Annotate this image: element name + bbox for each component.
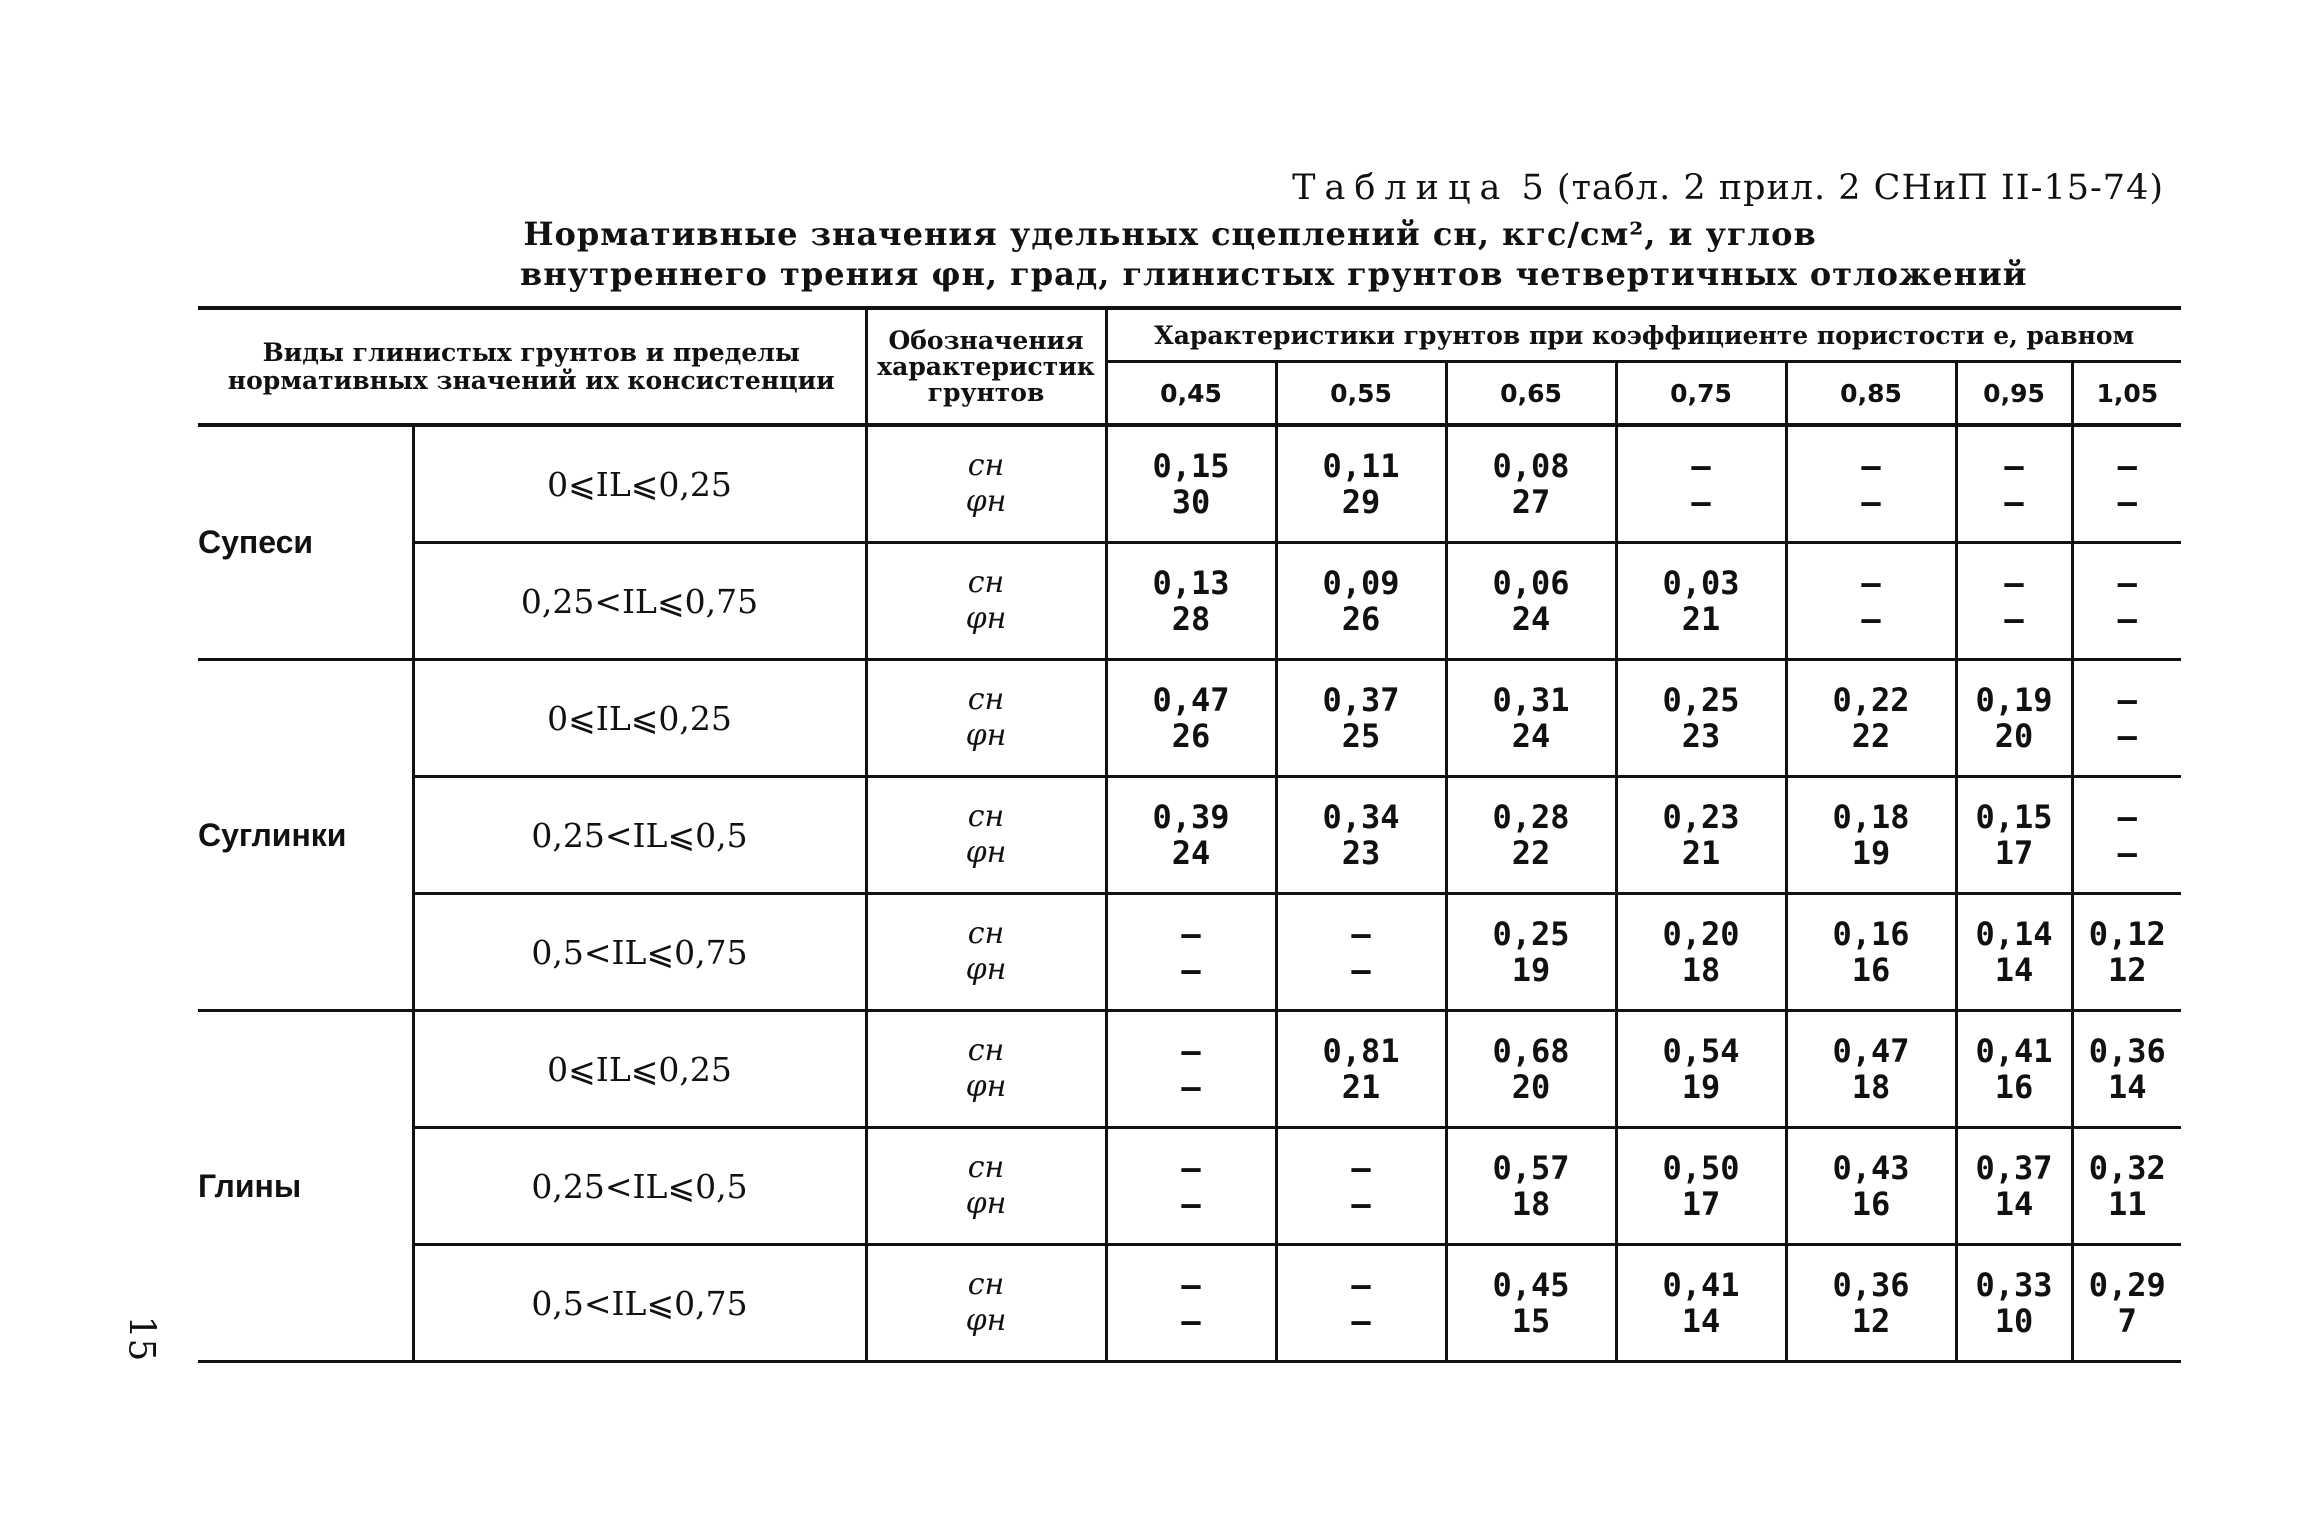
friction-angle-value: 30	[1171, 483, 1211, 521]
value-cell	[1616, 1245, 1786, 1362]
value-cell	[1446, 660, 1616, 777]
cohesion-value: 0,68	[1492, 1032, 1570, 1070]
friction-angle-value: —	[1691, 483, 1711, 521]
symbol-friction-angle: φн	[965, 1186, 1007, 1221]
header-characteristics: Характеристики грунтов при коэффициенте пористости e, равном	[1106, 308, 2181, 362]
cohesion-value: —	[2004, 564, 2024, 602]
friction-angle-value: 24	[1511, 717, 1551, 755]
value-cell	[1106, 777, 1276, 894]
cohesion-value: 0,25	[1662, 681, 1740, 719]
cohesion-value: 0,18	[1832, 798, 1910, 836]
friction-angle-value: 10	[1994, 1302, 2034, 1340]
value-cell	[1106, 1128, 1276, 1245]
friction-angle-value: 22	[1851, 717, 1891, 755]
friction-angle-value: 17	[1681, 1185, 1721, 1223]
cohesion-value: —	[2117, 564, 2137, 602]
friction-angle-value: 23	[1681, 717, 1721, 755]
value-cell	[1446, 425, 1616, 543]
friction-angle-value: 16	[1851, 1185, 1891, 1223]
cohesion-value: 0,37	[1975, 1149, 2053, 1187]
value-cell	[2072, 1128, 2181, 1245]
value-cell	[1276, 543, 1446, 660]
cohesion-value: 0,36	[2088, 1032, 2166, 1070]
symbol-friction-angle: φн	[965, 601, 1007, 636]
cohesion-value: 0,12	[2088, 915, 2166, 953]
value-cell	[1786, 777, 1956, 894]
consistency-range: 0,25<IL⩽0,5	[413, 1128, 866, 1245]
friction-angle-value: 25	[1341, 717, 1381, 755]
friction-angle-value: 26	[1171, 717, 1211, 755]
page-number: 15	[120, 1315, 162, 1362]
characteristic-symbols	[866, 894, 1106, 1011]
cohesion-value: 0,14	[1975, 915, 2053, 953]
friction-angle-value: 18	[1511, 1185, 1551, 1223]
friction-angle-value: —	[2117, 600, 2137, 638]
cohesion-value: —	[2004, 447, 2024, 485]
value-cell	[1276, 660, 1446, 777]
value-cell	[1956, 777, 2072, 894]
value-cell	[1786, 1011, 1956, 1128]
friction-angle-value: 17	[1994, 834, 2034, 872]
symbol-friction-angle: φн	[965, 952, 1007, 987]
friction-angle-value: 15	[1511, 1302, 1551, 1340]
value-cell	[1106, 1245, 1276, 1362]
value-cell	[1956, 660, 2072, 777]
table-row	[198, 894, 2181, 1011]
value-cell	[1276, 1128, 1446, 1245]
friction-angle-value: 16	[1851, 951, 1891, 989]
friction-angle-value: 24	[1171, 834, 1211, 872]
value-cell	[1786, 660, 1956, 777]
friction-angle-value: —	[2004, 483, 2024, 521]
value-cell	[1786, 543, 1956, 660]
friction-angle-value: 14	[1994, 951, 2034, 989]
value-cell	[1446, 1128, 1616, 1245]
friction-angle-value: 24	[1511, 600, 1551, 638]
table-caption	[1292, 168, 2164, 208]
characteristic-symbols	[866, 543, 1106, 660]
friction-angle-value: —	[1181, 1185, 1201, 1223]
cohesion-value: 0,31	[1492, 681, 1570, 719]
cohesion-value: —	[1181, 915, 1201, 953]
friction-angle-value: —	[2117, 483, 2137, 521]
value-cell	[1956, 543, 2072, 660]
symbol-cohesion: cн	[967, 565, 1005, 600]
value-cell	[1106, 1011, 1276, 1128]
header-e-value: 0,85	[1786, 362, 1956, 426]
cohesion-value: 0,47	[1152, 681, 1230, 719]
caption-reference: 5 (табл. 2 прил. 2 СНиП II-15-74)	[1521, 168, 2164, 208]
friction-angle-value: 29	[1341, 483, 1381, 521]
cohesion-value: 0,06	[1492, 564, 1570, 602]
consistency-range: 0,25<IL⩽0,5	[413, 777, 866, 894]
cohesion-value: —	[1861, 447, 1881, 485]
value-cell	[1956, 894, 2072, 1011]
table-title	[520, 214, 2028, 294]
cohesion-value: 0,36	[1832, 1266, 1910, 1304]
symbol-cohesion: cн	[967, 1267, 1005, 1302]
value-cell	[1106, 894, 1276, 1011]
friction-angle-value: 22	[1511, 834, 1551, 872]
friction-angle-value: —	[1181, 1302, 1201, 1340]
friction-angle-value: 26	[1341, 600, 1381, 638]
friction-angle-value: 7	[2117, 1302, 2137, 1340]
friction-angle-value: —	[1181, 1068, 1201, 1106]
header-e-value: 0,45	[1106, 362, 1276, 426]
value-cell	[2072, 1011, 2181, 1128]
friction-angle-value: 27	[1511, 483, 1551, 521]
cohesion-value: 0,20	[1662, 915, 1740, 953]
friction-angle-value: 21	[1681, 834, 1721, 872]
cohesion-value: —	[1351, 1149, 1371, 1187]
value-cell	[1616, 543, 1786, 660]
cohesion-value: 0,34	[1322, 798, 1400, 836]
value-cell	[1616, 425, 1786, 543]
cohesion-value: 0,03	[1662, 564, 1740, 602]
header-e-value: 0,95	[1956, 362, 2072, 426]
cohesion-value: —	[1181, 1149, 1201, 1187]
header-e-value: 0,55	[1276, 362, 1446, 426]
value-cell	[1446, 1011, 1616, 1128]
value-cell	[1276, 777, 1446, 894]
value-cell	[1616, 1011, 1786, 1128]
title-line-1: Нормативные значения удельных сцеплений cн, кгс/см², и углов	[523, 215, 1817, 253]
cohesion-value: 0,15	[1975, 798, 2053, 836]
cohesion-value: 0,32	[2088, 1149, 2166, 1187]
value-cell	[1616, 894, 1786, 1011]
value-cell	[1956, 1128, 2072, 1245]
value-cell	[1956, 425, 2072, 543]
cohesion-value: —	[1691, 447, 1711, 485]
value-cell	[1276, 425, 1446, 543]
cohesion-value: 0,28	[1492, 798, 1570, 836]
table-body	[198, 425, 2181, 1362]
cohesion-value: —	[1181, 1032, 1201, 1070]
value-cell	[1106, 425, 1276, 543]
cohesion-value: 0,29	[2088, 1266, 2166, 1304]
cohesion-value: 0,19	[1975, 681, 2053, 719]
cohesion-value: 0,81	[1322, 1032, 1400, 1070]
friction-angle-value: —	[1351, 1302, 1371, 1340]
symbol-cohesion: cн	[967, 916, 1005, 951]
soil-properties-table	[198, 306, 2181, 1363]
value-cell	[2072, 894, 2181, 1011]
friction-angle-value: 20	[1511, 1068, 1551, 1106]
friction-angle-value: 14	[1681, 1302, 1721, 1340]
symbol-friction-angle: φн	[965, 835, 1007, 870]
symbol-cohesion: cн	[967, 799, 1005, 834]
characteristic-symbols	[866, 660, 1106, 777]
friction-angle-value: 28	[1171, 600, 1211, 638]
value-cell	[1786, 894, 1956, 1011]
symbol-cohesion: cн	[967, 448, 1005, 483]
friction-angle-value: —	[1351, 951, 1371, 989]
cohesion-value: 0,25	[1492, 915, 1570, 953]
friction-angle-value: —	[2117, 834, 2137, 872]
symbol-friction-angle: φн	[965, 484, 1007, 519]
friction-angle-value: —	[2117, 717, 2137, 755]
cohesion-value: 0,50	[1662, 1149, 1740, 1187]
symbol-cohesion: cн	[967, 682, 1005, 717]
value-cell	[1616, 1128, 1786, 1245]
characteristic-symbols	[866, 1011, 1106, 1128]
title-line-2: внутреннего трения φн, град, глинистых грунтов четвертичных отложений	[520, 255, 2028, 293]
friction-angle-value: 18	[1681, 951, 1721, 989]
cohesion-value: 0,09	[1322, 564, 1400, 602]
cohesion-value: —	[2117, 798, 2137, 836]
symbol-friction-angle: φн	[965, 1069, 1007, 1104]
table-row	[198, 660, 2181, 777]
cohesion-value: 0,43	[1832, 1149, 1910, 1187]
cohesion-value: —	[2117, 447, 2137, 485]
value-cell	[1616, 660, 1786, 777]
value-cell	[1446, 543, 1616, 660]
table-row	[198, 1011, 2181, 1128]
soil-group-name: Суглинки	[198, 660, 413, 1011]
cohesion-value: 0,57	[1492, 1149, 1570, 1187]
characteristic-symbols	[866, 1128, 1106, 1245]
friction-angle-value: —	[2004, 600, 2024, 638]
value-cell	[1446, 1245, 1616, 1362]
cohesion-value: 0,41	[1975, 1032, 2053, 1070]
consistency-range: 0⩽IL⩽0,25	[413, 1011, 866, 1128]
friction-angle-value: 20	[1994, 717, 2034, 755]
friction-angle-value: 12	[1851, 1302, 1891, 1340]
table-row	[198, 543, 2181, 660]
value-cell	[1786, 1245, 1956, 1362]
characteristic-symbols	[866, 777, 1106, 894]
characteristic-symbols	[866, 425, 1106, 543]
soil-group-name: Супеси	[198, 425, 413, 660]
value-cell	[2072, 660, 2181, 777]
consistency-range: 0⩽IL⩽0,25	[413, 425, 866, 543]
header-e-value: 0,75	[1616, 362, 1786, 426]
soil-group-name: Глины	[198, 1011, 413, 1362]
friction-angle-value: —	[1181, 951, 1201, 989]
cohesion-value: 0,13	[1152, 564, 1230, 602]
value-cell	[1786, 425, 1956, 543]
table-row	[198, 1128, 2181, 1245]
table-row	[198, 1245, 2181, 1362]
friction-angle-value: 14	[1994, 1185, 2034, 1223]
cohesion-value: 0,15	[1152, 447, 1230, 485]
caption-label: Таблица	[1292, 168, 1510, 208]
header-soil-type: Виды глинистых грунтов и пределы нормативных значений их консистенции	[198, 308, 866, 425]
value-cell	[1446, 777, 1616, 894]
friction-angle-value: 23	[1341, 834, 1381, 872]
symbol-friction-angle: φн	[965, 1303, 1007, 1338]
value-cell	[1276, 1245, 1446, 1362]
cohesion-value: —	[2117, 681, 2137, 719]
friction-angle-value: 19	[1511, 951, 1551, 989]
friction-angle-value: 18	[1851, 1068, 1891, 1106]
value-cell	[2072, 425, 2181, 543]
value-cell	[1276, 894, 1446, 1011]
value-cell	[1616, 777, 1786, 894]
friction-angle-value: 21	[1341, 1068, 1381, 1106]
cohesion-value: —	[1181, 1266, 1201, 1304]
cohesion-value: —	[1861, 564, 1881, 602]
cohesion-value: 0,23	[1662, 798, 1740, 836]
friction-angle-value: 14	[2108, 1068, 2147, 1106]
cohesion-value: 0,41	[1662, 1266, 1740, 1304]
header-e-value: 1,05	[2072, 362, 2181, 426]
friction-angle-value: 19	[1681, 1068, 1721, 1106]
friction-angle-value: 16	[1994, 1068, 2034, 1106]
cohesion-value: 0,33	[1975, 1266, 2053, 1304]
symbol-cohesion: cн	[967, 1033, 1005, 1068]
value-cell	[2072, 777, 2181, 894]
table-row	[198, 425, 2181, 543]
consistency-range: 0,25<IL⩽0,75	[413, 543, 866, 660]
friction-angle-value: 12	[2108, 951, 2147, 989]
header-designation: Обозначения характеристик грунтов	[866, 308, 1106, 425]
consistency-range: 0,5<IL⩽0,75	[413, 1245, 866, 1362]
value-cell	[1106, 543, 1276, 660]
value-cell	[1446, 894, 1616, 1011]
cohesion-value: 0,08	[1492, 447, 1570, 485]
table-row	[198, 777, 2181, 894]
cohesion-value: 0,45	[1492, 1266, 1570, 1304]
friction-angle-value: 19	[1851, 834, 1891, 872]
cohesion-value: 0,11	[1322, 447, 1400, 485]
header-e-value: 0,65	[1446, 362, 1616, 426]
cohesion-value: —	[1351, 1266, 1371, 1304]
value-cell	[1786, 1128, 1956, 1245]
value-cell	[2072, 543, 2181, 660]
value-cell	[1956, 1011, 2072, 1128]
cohesion-value: 0,22	[1832, 681, 1910, 719]
cohesion-value: 0,16	[1832, 915, 1910, 953]
consistency-range: 0⩽IL⩽0,25	[413, 660, 866, 777]
cohesion-value: 0,47	[1832, 1032, 1910, 1070]
symbol-friction-angle: φн	[965, 718, 1007, 753]
characteristic-symbols	[866, 1245, 1106, 1362]
friction-angle-value: 11	[2108, 1185, 2147, 1223]
friction-angle-value: 21	[1681, 600, 1721, 638]
value-cell	[1106, 660, 1276, 777]
friction-angle-value: —	[1861, 600, 1881, 638]
cohesion-value: 0,37	[1322, 681, 1400, 719]
friction-angle-value: —	[1351, 1185, 1371, 1223]
value-cell	[1276, 1011, 1446, 1128]
value-cell	[2072, 1245, 2181, 1362]
cohesion-value: 0,39	[1152, 798, 1230, 836]
cohesion-value: 0,54	[1662, 1032, 1740, 1070]
friction-angle-value: —	[1861, 483, 1881, 521]
cohesion-value: —	[1351, 915, 1371, 953]
value-cell	[1956, 1245, 2072, 1362]
consistency-range: 0,5<IL⩽0,75	[413, 894, 866, 1011]
symbol-cohesion: cн	[967, 1150, 1005, 1185]
